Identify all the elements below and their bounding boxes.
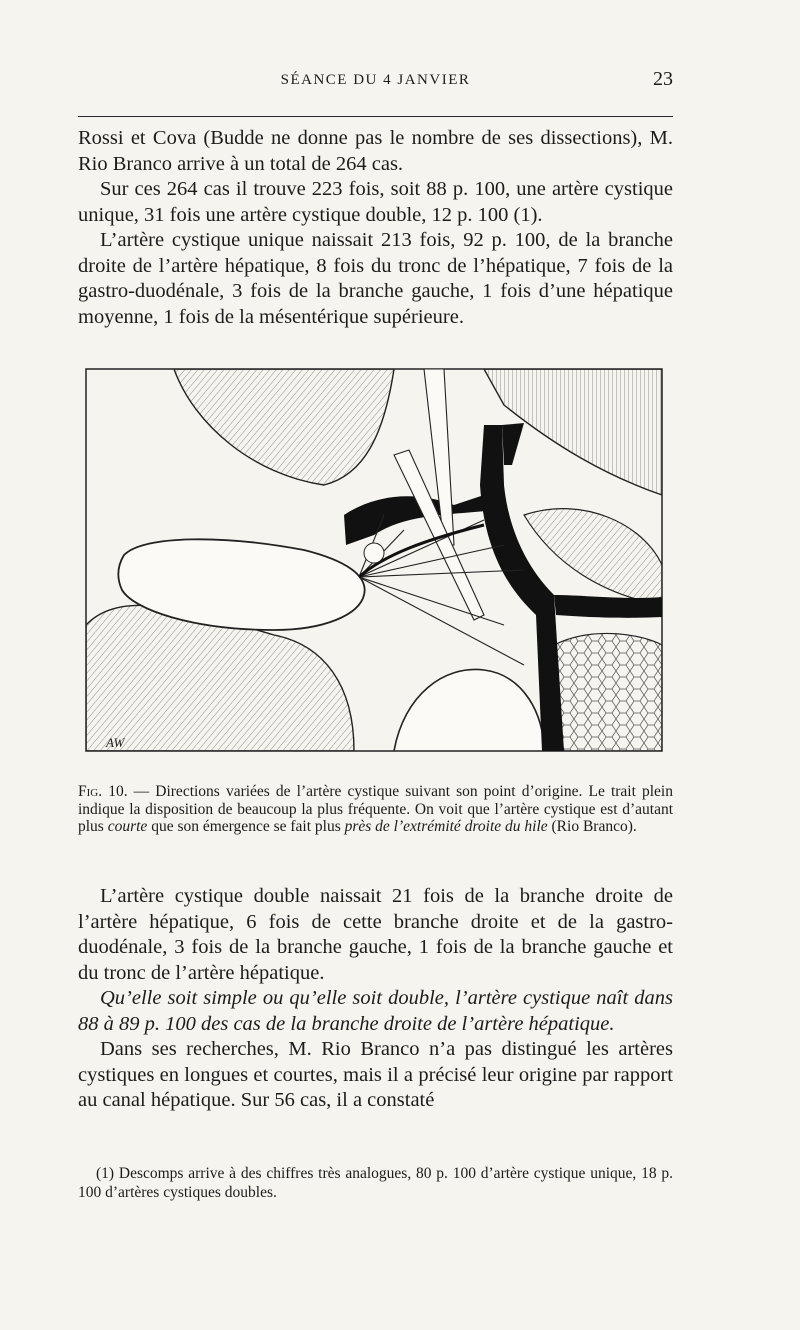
caption-label: Fig. 10. xyxy=(78,783,128,800)
paragraph-6: Dans ses recherches, M. Rio Branco n’a pas distingué les artères cystiques en longues et courtes, mais il a précisé leur origine par rapport au canal hépatique. Sur 56 cas, il a constaté xyxy=(78,1038,673,1111)
header-rule xyxy=(78,116,673,117)
footnote xyxy=(78,1165,673,1202)
running-header xyxy=(78,66,673,96)
text-block-bottom xyxy=(78,884,673,1114)
anatomical-figure xyxy=(84,365,664,755)
paragraph-5-italic: Qu’elle soit simple ou qu’elle soit double, l’artère cystique naît dans 88 à 89 p. 100 des cas de la branche droite de l’artère hépatique. xyxy=(78,987,673,1035)
paragraph-2: Sur ces 264 cas il trouve 223 fois, soit 88 p. 100, une artère cystique unique, 31 fois une artère cystique double, 12 p. 100 (1). xyxy=(78,178,673,226)
page-number: 23 xyxy=(653,68,673,90)
caption-text-1: — Directions variées de l’artère cystique suivant son point d’origine. Le trait plein indique la disposition de beaucoup la plus fréquente. On voit que l’artère cystique est d’autant plus xyxy=(78,783,673,835)
footnote-text: (1) Descomps arrive à des chiffres très analogues, 80 p. 100 d’artère cystique unique, 18 p. 100 d’artères cystiques doubles. xyxy=(78,1165,673,1201)
text-block-top xyxy=(78,126,673,330)
figure-caption xyxy=(78,783,673,836)
caption-italic-2: près de l’extrémité droite du hile xyxy=(344,818,548,835)
paragraph-3: L’artère cystique unique naissait 213 fois, 92 p. 100, de la branche droite de l’artère hépatique, 8 fois du tronc de l’hépatique, 7 fois de la gastro-duodénale, 3 fois de la branche gauche, 1 fois d’une hépatique moyenne, 1 fois de la mésentérique supérieure. xyxy=(78,229,673,328)
paragraph-1: Rossi et Cova (Budde ne donne pas le nombre de ses dissections), M. Rio Branco arrive à un total de 264 cas. xyxy=(78,127,673,175)
caption-italic-1: courte xyxy=(107,818,148,835)
paragraph-4: L’artère cystique double naissait 21 fois de la branche droite de l’artère hépatique, 6 fois de cette branche droite et de la gastro-duodénale, 3 fois de la branche gauche, 1 fois de la branche gauche et du tronc de l’artère hépatique. xyxy=(78,885,673,984)
figure-signature: AW xyxy=(106,735,125,750)
caption-text-2: que son émergence se fait plus xyxy=(147,818,345,835)
caption-text-3: (Rio Branco). xyxy=(547,818,637,835)
running-title: SÉANCE DU 4 JANVIER xyxy=(280,72,471,88)
